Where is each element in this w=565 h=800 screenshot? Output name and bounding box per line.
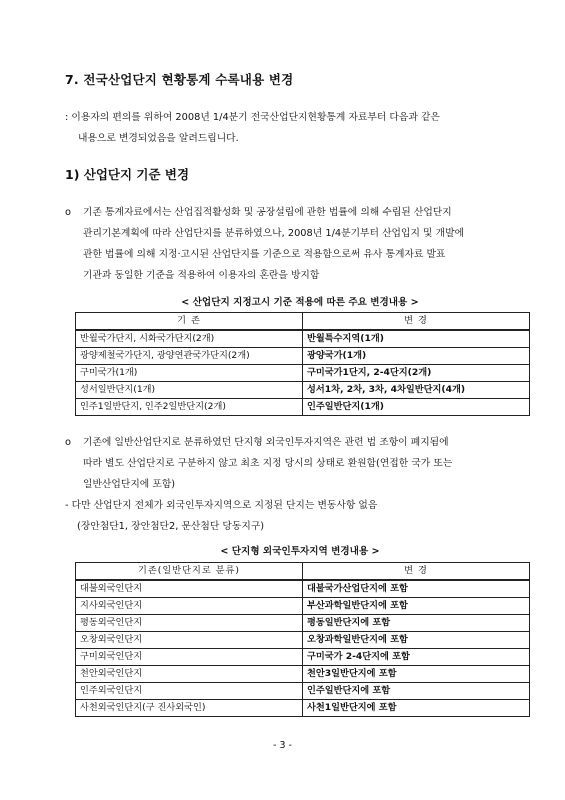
table-cell-before: 반월국가단지, 시화국가단지(2개) [76, 330, 303, 348]
intro-line-2: 내용으로 변경되었음을 알려드립니다. [78, 133, 239, 144]
table-cell-after: 인주일반단지에 포함 [303, 683, 530, 700]
table-row [76, 598, 530, 615]
table-row [76, 348, 530, 365]
para1-line-3: 관한 법률에 의해 지정·고시된 산업단지를 기준으로 적용함으로써 유사 통계자료 발표 [83, 249, 446, 260]
subsection-title: 1) 산업단지 기준 변경 [65, 167, 190, 182]
bullet-marker: o [65, 207, 71, 218]
table-header-row [76, 563, 530, 581]
column-header-after: 변 경 [303, 313, 530, 331]
table-row [76, 330, 530, 348]
table-cell-before: 광양제철국가단지, 광양연관국가단지(2개) [76, 348, 303, 365]
table-cell-before: 인주1일반단지, 인주2일반단지(2개) [76, 399, 303, 416]
table-industrial-complex-changes [75, 312, 530, 416]
table-cell-before: 지사외국인단지 [76, 598, 303, 615]
table-row [76, 365, 530, 382]
table-row [76, 700, 530, 717]
column-header-after: 변 경 [303, 563, 530, 581]
table-cell-after: 구미국가 2-4단지에 포함 [303, 649, 530, 666]
para1-line-1: 기존 통계자료에서는 산업집적활성화 및 공장설립에 관한 법률에 의해 수립된 산업단지 [83, 207, 452, 218]
table-cell-before: 천안외국인단지 [76, 666, 303, 683]
section-title: 7. 전국산업단지 현황통계 수록내용 변경 [65, 72, 294, 87]
note-paragraph [65, 495, 535, 537]
table-cell-before: 대불외국인단지 [76, 580, 303, 598]
table-cell-before: 오창외국인단지 [76, 632, 303, 649]
note-line-1: - 다만 산업단지 전체가 외국인투자지역으로 지정된 단지는 변동사항 없음 [65, 500, 378, 511]
para2-line-2: 따라 별도 산업단지로 구분하지 않고 최초 지정 당시의 상태로 환원함(연접한 국가 또는 [83, 458, 453, 469]
table-cell-after: 대불국가산업단지에 포함 [303, 580, 530, 598]
table-cell-after: 인주일반단지(1개) [303, 399, 530, 416]
table-row [76, 666, 530, 683]
table-cell-before: 평동외국인단지 [76, 615, 303, 632]
table-foreign-investment-zone-changes [75, 562, 530, 717]
paragraph-1 [65, 202, 535, 286]
table-cell-before: 인주외국인단지 [76, 683, 303, 700]
table2-caption: < 단지형 외국인투자지역 변경내용 > [220, 546, 380, 557]
para1-line-4: 기관과 동일한 기준을 적용하여 이용자의 혼란을 방지함 [83, 270, 320, 281]
intro-line-1: : 이용자의 편의를 위하여 2008년 1/4분기 전국산업단지현황통계 자료부터 다음과 같은 [65, 112, 440, 123]
table-row [76, 649, 530, 666]
table-cell-after: 광양국가(1개) [303, 348, 530, 365]
bullet-marker: o [65, 437, 71, 448]
table-cell-before: 사천외국인단지(구 진사외국인) [76, 700, 303, 717]
table-cell-after: 천안3일반단지에 포함 [303, 666, 530, 683]
table-cell-after: 성서1차, 2차, 3차, 4차일반단지(4개) [303, 382, 530, 399]
table-row [76, 683, 530, 700]
table-header-row [76, 313, 530, 331]
table-cell-after: 평동일반단지에 포함 [303, 615, 530, 632]
table-row [76, 580, 530, 598]
table-cell-before: 구미외국인단지 [76, 649, 303, 666]
table-cell-after: 사천1일반단지에 포함 [303, 700, 530, 717]
table-cell-after: 부산과학일반단지에 포함 [303, 598, 530, 615]
page-number: - 3 - [273, 740, 292, 751]
para1-line-2: 관리기본계획에 따라 산업단지를 분류하였으나, 2008년 1/4분기부터 산업입지 및 개발에 [83, 228, 465, 239]
table-row [76, 382, 530, 399]
table1-caption: < 산업단지 지정고시 기준 적용에 따른 주요 변경내용 > [181, 297, 419, 308]
column-header-before: 기 존 [76, 313, 303, 331]
note-line-2: (장안첨단1, 장안첨단2, 문산첨단 당동지구) [77, 521, 265, 532]
table-row [76, 615, 530, 632]
paragraph-2 [65, 432, 535, 495]
para2-line-3: 일반산업단지에 포함) [83, 479, 176, 490]
table-cell-after: 구미국가1단지, 2-4단지(2개) [303, 365, 530, 382]
table-cell-before: 성서일반단지(1개) [76, 382, 303, 399]
table-cell-after: 오창과학일반단지에 포함 [303, 632, 530, 649]
column-header-before: 기존(일반단지로 분류) [76, 563, 303, 581]
table-cell-after: 반월특수지역(1개) [303, 330, 530, 348]
para2-line-1: 기존에 일반산업단지로 분류하였던 단지형 외국인투자지역은 관련 법 조항이 폐지됨에 [83, 437, 449, 448]
intro-paragraph [65, 107, 535, 149]
table-row [76, 399, 530, 416]
table-row [76, 632, 530, 649]
table-cell-before: 구미국가(1개) [76, 365, 303, 382]
